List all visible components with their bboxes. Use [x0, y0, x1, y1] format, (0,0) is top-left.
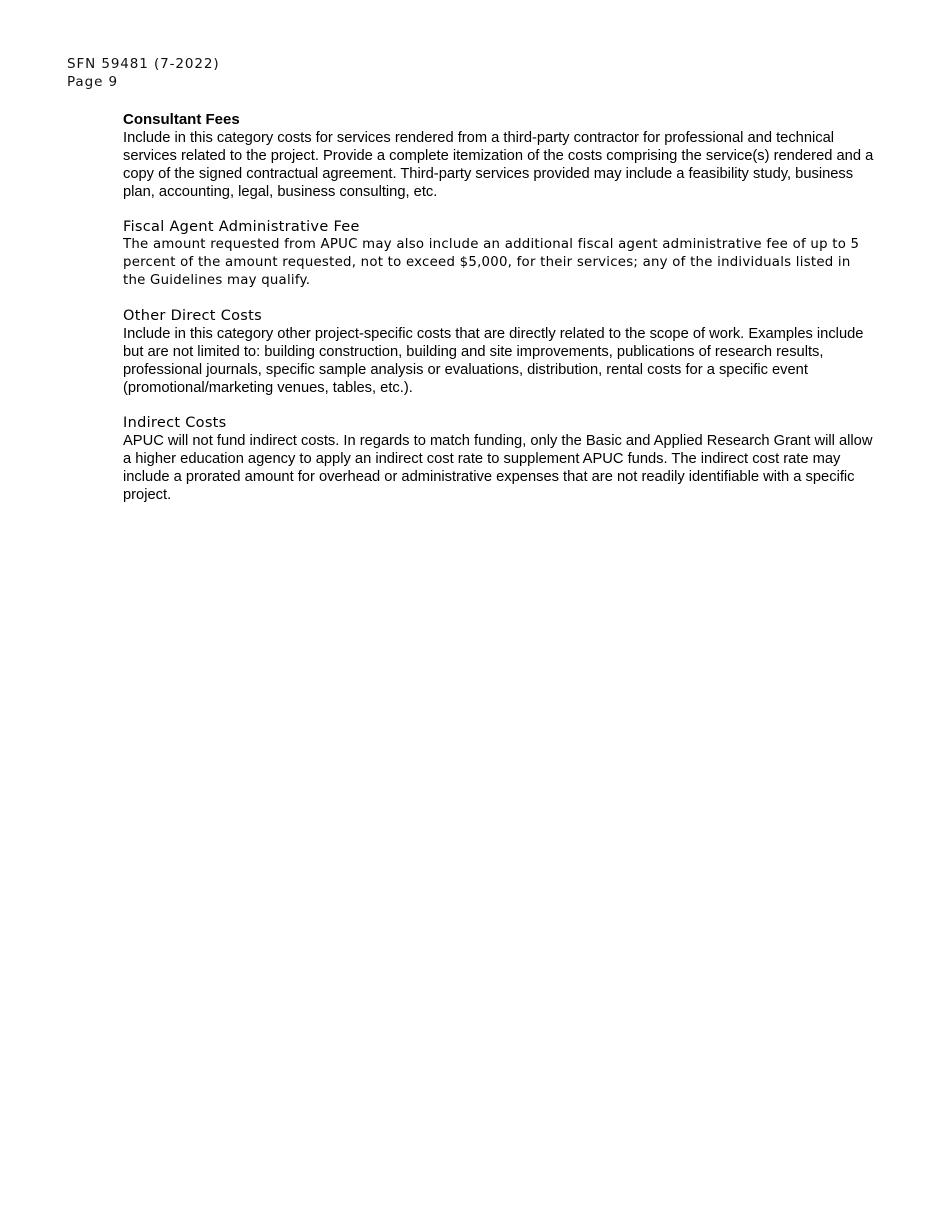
section-body: The amount requested from APUC may also include an additional fiscal agent administrative fee of up to 5 percent of the amount requested, not to exceed $5,000, for their services; any of the individuals listed in the Guidelines may qualify.: [123, 237, 860, 288]
section-body: Include in this category other project-specific costs that are directly related to the scope of work. Examples include but are not limited to: building construction, building and site improvements, publications of research results, professional journals, specific sample analysis or evaluations, distribution, rental costs for a specific event (promotional/marketing venues, tables, etc.).: [123, 326, 864, 396]
section-title: Consultant Fees: [123, 111, 240, 128]
section-body: APUC will not fund indirect costs. In regards to match funding, only the Basic and Applied Research Grant will allow a higher education agency to apply an indirect cost rate to supplement APUC funds. The indirect cost rate may include a prorated amount for overhead or administrative expenses that are not readily identifiable with a specific project.: [123, 433, 873, 503]
page-header: [67, 55, 220, 91]
form-number: SFN 59481 (7-2022): [67, 56, 220, 72]
section-fiscal-agent-fee: [123, 218, 875, 290]
section-consultant-fees: [123, 111, 875, 201]
section-indirect-costs: [123, 414, 875, 504]
section-title: Other Direct Costs: [123, 308, 262, 324]
section-title: Fiscal Agent Administrative Fee: [123, 219, 360, 235]
section-title: Indirect Costs: [123, 415, 227, 431]
document-body: [123, 111, 875, 521]
page-number: Page 9: [67, 74, 118, 90]
section-other-direct-costs: [123, 307, 875, 397]
section-body: Include in this category costs for services rendered from a third-party contractor for professional and technical services related to the project. Provide a complete itemization of the costs comprising the service(s) rendered and a copy of the signed contractual agreement. Third-party services provided may include a feasibility study, business plan, accounting, legal, business consulting, etc.: [123, 130, 874, 200]
